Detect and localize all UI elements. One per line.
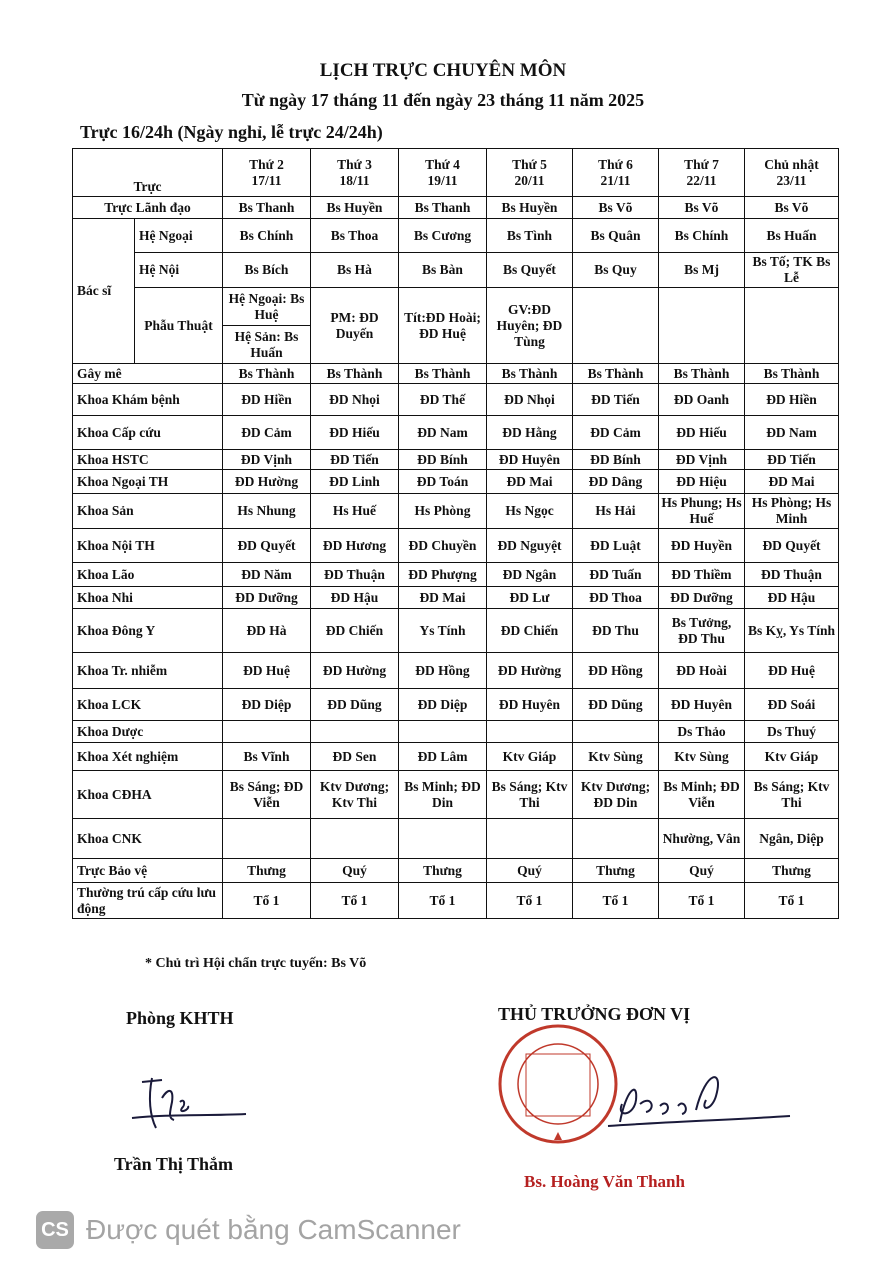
table-cell: ĐD Quyết — [745, 529, 839, 563]
table-cell: Tít:ĐD Hoài; ĐD Huệ — [399, 288, 487, 364]
table-cell: Hs Phung; Hs Huế — [659, 494, 745, 529]
row-label: Khoa Khám bệnh — [73, 384, 223, 416]
table-cell: ĐD Bính — [399, 450, 487, 470]
table-cell: ĐD Nam — [399, 416, 487, 450]
table-cell — [223, 819, 311, 859]
table-cell: ĐD Diệp — [399, 689, 487, 721]
table-cell — [311, 819, 399, 859]
table-cell: ĐD Hường — [487, 653, 573, 689]
row-label: Khoa HSTC — [73, 450, 223, 470]
sub-label: Hệ Nội — [135, 253, 223, 288]
table-cell: ĐD Luật — [573, 529, 659, 563]
table-cell — [659, 288, 745, 364]
document-title: LỊCH TRỰC CHUYÊN MÔN — [319, 60, 567, 81]
table-cell: ĐD Thoa — [573, 587, 659, 609]
table-row — [73, 771, 839, 819]
table-cell: Bs Vĩnh — [223, 743, 311, 771]
right-signature-icon — [596, 1060, 796, 1140]
sub-label: Hệ Ngoại — [135, 219, 223, 253]
table-cell: ĐD Hiệu — [659, 470, 745, 494]
row-label: Khoa LCK — [73, 689, 223, 721]
table-cell — [311, 721, 399, 743]
table-cell: Tổ 1 — [659, 883, 745, 919]
table-cell: ĐD Nhọi — [311, 384, 399, 416]
row-label: Gây mê — [73, 364, 223, 384]
row-label: Thường trú cấp cứu lưu động — [73, 883, 223, 919]
table-cell: ĐD Năm — [223, 563, 311, 587]
table-cell: ĐD Mai — [745, 470, 839, 494]
table-cell: Bs Võ — [745, 197, 839, 219]
table-cell: Hs Phòng; Hs Minh — [745, 494, 839, 529]
table-cell: Bs Thành — [745, 364, 839, 384]
table-cell: ĐD Vịnh — [659, 450, 745, 470]
table-cell: PM: ĐD Duyến — [311, 288, 399, 364]
table-cell: Tổ 1 — [399, 883, 487, 919]
day-header: Thứ 7 22/11 — [659, 149, 745, 197]
table-cell: Thưng — [573, 859, 659, 883]
table-cell: ĐD Mai — [487, 470, 573, 494]
table-cell: ĐD Hường — [223, 470, 311, 494]
row-label: Khoa Nội TH — [73, 529, 223, 563]
lead-row — [73, 197, 839, 219]
row-label: Khoa Nhi — [73, 587, 223, 609]
table-cell: ĐD Hiếu — [311, 416, 399, 450]
table-row — [73, 689, 839, 721]
table-row — [73, 819, 839, 859]
table-cell: Bs Quy — [573, 253, 659, 288]
left-signer-name: Trần Thị Thắm — [114, 1154, 234, 1174]
table-cell: Bs Mj — [659, 253, 745, 288]
table-cell: ĐD Dũng — [311, 689, 399, 721]
table-row — [73, 587, 839, 609]
table-cell: Bs Minh; ĐD Din — [399, 771, 487, 819]
right-signer-name: Bs. Hoàng Văn Thanh — [524, 1172, 685, 1191]
table-cell: Bs Thành — [659, 364, 745, 384]
table-cell: ĐD Lâm — [399, 743, 487, 771]
table-row — [73, 653, 839, 689]
table-cell: ĐD Thuận — [745, 563, 839, 587]
table-cell: Hs Huế — [311, 494, 399, 529]
table-cell: Bs Thanh — [223, 197, 311, 219]
table-cell — [745, 288, 839, 364]
table-cell: ĐD Soái — [745, 689, 839, 721]
phau-thuat-row-top — [73, 288, 839, 326]
table-cell: Hệ Ngoại: Bs Huệ — [223, 288, 311, 326]
table-cell: Quý — [487, 859, 573, 883]
table-cell: Bs Thành — [311, 364, 399, 384]
table-cell: Bs Chính — [659, 219, 745, 253]
table-cell: Bs Kỵ, Ys Tính — [745, 609, 839, 653]
table-cell: Ds Thảo — [659, 721, 745, 743]
table-cell: ĐD Ngân — [487, 563, 573, 587]
table-cell: Ktv Giáp — [745, 743, 839, 771]
day-header: Thứ 5 20/11 — [487, 149, 573, 197]
header-row — [73, 149, 839, 197]
table-cell: ĐD Hiếu — [659, 416, 745, 450]
table-row — [73, 883, 839, 919]
table-cell: Hs Ngọc — [487, 494, 573, 529]
table-cell — [487, 819, 573, 859]
table-cell: Ktv Giáp — [487, 743, 573, 771]
table-cell: Ktv Sùng — [573, 743, 659, 771]
camscanner-text: Được quét bằng CamScanner — [86, 1214, 461, 1245]
table-cell: ĐD Dâng — [573, 470, 659, 494]
row-label: Khoa CĐHA — [73, 771, 223, 819]
table-cell: ĐD Chuyền — [399, 529, 487, 563]
table-cell: Bs Huyền — [487, 197, 573, 219]
table-cell — [573, 721, 659, 743]
sub-label: Phẫu Thuật — [135, 288, 223, 364]
table-cell — [573, 819, 659, 859]
table-cell: Thưng — [745, 859, 839, 883]
table-cell: ĐD Cảm — [573, 416, 659, 450]
table-cell — [399, 819, 487, 859]
table-cell: ĐD Tiến — [311, 450, 399, 470]
table-cell: Bs Võ — [573, 197, 659, 219]
table-cell: ĐD Huyền — [659, 529, 745, 563]
duty-schedule-table — [72, 148, 839, 919]
table-cell: ĐD Thuận — [311, 563, 399, 587]
table-cell: Tổ 1 — [487, 883, 573, 919]
table-cell: Ktv Sùng — [659, 743, 745, 771]
table-row — [73, 529, 839, 563]
table-cell: Tổ 1 — [311, 883, 399, 919]
table-row — [73, 450, 839, 470]
table-cell: ĐD Chiến — [311, 609, 399, 653]
table-row — [73, 743, 839, 771]
table-cell: Bs Quân — [573, 219, 659, 253]
corner-cell: Trực — [73, 149, 223, 197]
table-cell: ĐD Huyên — [487, 689, 573, 721]
table-cell: ĐD Hằng — [487, 416, 573, 450]
left-signer-title: Phòng KHTH — [126, 1008, 234, 1028]
table-cell: Hs Hải — [573, 494, 659, 529]
table-cell: Bs Thành — [399, 364, 487, 384]
table-cell: Ktv Dương; ĐD Din — [573, 771, 659, 819]
day-header: Thứ 6 21/11 — [573, 149, 659, 197]
table-cell — [399, 721, 487, 743]
bacsi-label: Bác sĩ — [73, 219, 135, 364]
table-cell: Hs Nhung — [223, 494, 311, 529]
table-cell: ĐD Dũng — [573, 689, 659, 721]
table-cell: ĐD Thế — [399, 384, 487, 416]
document-period: Từ ngày 17 tháng 11 đến ngày 23 tháng 11 năm 2025 — [241, 90, 645, 110]
table-cell: GV:ĐD Huyên; ĐD Tùng — [487, 288, 573, 364]
table-cell: ĐD Hậu — [311, 587, 399, 609]
table-cell: Nhường, Vân — [659, 819, 745, 859]
table-cell: Bs Huyền — [311, 197, 399, 219]
table-cell: ĐD Dưỡng — [223, 587, 311, 609]
day-header: Thứ 2 17/11 — [223, 149, 311, 197]
schedule-subtitle: Trực 16/24h (Ngày nghỉ, lễ trực 24/24h) — [80, 122, 383, 142]
day-header: Chủ nhật 23/11 — [745, 149, 839, 197]
table-cell: Hs Phòng — [399, 494, 487, 529]
table-cell: ĐD Nguyệt — [487, 529, 573, 563]
table-row — [73, 721, 839, 743]
table-cell: ĐD Tuấn — [573, 563, 659, 587]
row-label: Khoa Xét nghiệm — [73, 743, 223, 771]
table-cell: Bs Sáng; Ktv Thi — [487, 771, 573, 819]
table-cell: Bs Thành — [223, 364, 311, 384]
table-cell: Ds Thuý — [745, 721, 839, 743]
table-row — [73, 609, 839, 653]
table-cell: ĐD Huệ — [223, 653, 311, 689]
table-cell: Quý — [659, 859, 745, 883]
table-cell: ĐD Tiến — [573, 384, 659, 416]
table-cell: ĐD Toán — [399, 470, 487, 494]
table-cell: Quý — [311, 859, 399, 883]
table-cell: ĐD Hương — [311, 529, 399, 563]
table-cell: Bs Thành — [573, 364, 659, 384]
table-cell: Bs Hà — [311, 253, 399, 288]
row-label: Khoa CNK — [73, 819, 223, 859]
table-cell — [223, 721, 311, 743]
table-cell: ĐD Phượng — [399, 563, 487, 587]
table-row — [73, 416, 839, 450]
table-row — [73, 470, 839, 494]
footnote: * Chủ trì Hội chẩn trực tuyến: Bs Võ — [145, 956, 367, 971]
table-cell: ĐD Vịnh — [223, 450, 311, 470]
table-row — [73, 859, 839, 883]
table-cell: Tổ 1 — [223, 883, 311, 919]
table-cell: Bs Huấn — [745, 219, 839, 253]
row-label: Khoa Dược — [73, 721, 223, 743]
table-cell: Tổ 1 — [745, 883, 839, 919]
row-label: Khoa Đông Y — [73, 609, 223, 653]
day-header: Thứ 3 18/11 — [311, 149, 399, 197]
row-label: Khoa Sản — [73, 494, 223, 529]
table-cell: ĐD Mai — [399, 587, 487, 609]
table-cell: ĐD Sen — [311, 743, 399, 771]
table-cell: Bs Thoa — [311, 219, 399, 253]
table-cell: ĐD Oanh — [659, 384, 745, 416]
table-cell: Bs Thành — [487, 364, 573, 384]
table-cell: ĐD Dưỡng — [659, 587, 745, 609]
table-cell: ĐD Bính — [573, 450, 659, 470]
table-cell: Thưng — [223, 859, 311, 883]
row-label: Trực Bảo vệ — [73, 859, 223, 883]
table-cell: Bs Minh; ĐD Viễn — [659, 771, 745, 819]
table-cell: Bs Sáng; Ktv Thi — [745, 771, 839, 819]
table-cell: Bs Bích — [223, 253, 311, 288]
table-cell: ĐD Tiến — [745, 450, 839, 470]
camscanner-logo-icon: CS — [36, 1211, 74, 1249]
table-cell: ĐD Hồng — [399, 653, 487, 689]
camscanner-watermark — [36, 1208, 461, 1252]
table-cell: Bs Bàn — [399, 253, 487, 288]
row-label: Khoa Tr. nhiễm — [73, 653, 223, 689]
table-cell: Ktv Dương; Ktv Thi — [311, 771, 399, 819]
table-cell: ĐD Huệ — [745, 653, 839, 689]
table-cell: ĐD Hậu — [745, 587, 839, 609]
table-cell: ĐD Hiền — [745, 384, 839, 416]
row-label: Khoa Ngoại TH — [73, 470, 223, 494]
table-cell — [487, 721, 573, 743]
table-cell: ĐD Hiền — [223, 384, 311, 416]
table-cell: Thưng — [399, 859, 487, 883]
table-cell: ĐD Hoài — [659, 653, 745, 689]
table-cell: ĐD Chiến — [487, 609, 573, 653]
table-cell: Bs Cương — [399, 219, 487, 253]
table-cell: ĐD Cảm — [223, 416, 311, 450]
table-cell: Tổ 1 — [573, 883, 659, 919]
table-row — [73, 563, 839, 587]
table-cell: Bs Quyết — [487, 253, 573, 288]
table-cell: Bs Võ — [659, 197, 745, 219]
table-row — [73, 384, 839, 416]
table-cell: ĐD Hà — [223, 609, 311, 653]
table-cell: ĐD Nhọi — [487, 384, 573, 416]
table-cell: ĐD Hồng — [573, 653, 659, 689]
table-cell: Bs Tưởng, ĐD Thu — [659, 609, 745, 653]
table-cell: Bs Chính — [223, 219, 311, 253]
day-header: Thứ 4 19/11 — [399, 149, 487, 197]
table-cell: ĐD Thu — [573, 609, 659, 653]
table-cell: ĐD Huyên — [659, 689, 745, 721]
row-label: Trực Lãnh đạo — [73, 197, 223, 219]
table-cell: ĐD Linh — [311, 470, 399, 494]
table-cell: ĐD Quyết — [223, 529, 311, 563]
table-cell: ĐD Diệp — [223, 689, 311, 721]
bacsi-ngoai-row — [73, 219, 839, 253]
table-cell: Bs Sáng; ĐD Viễn — [223, 771, 311, 819]
table-row — [73, 494, 839, 529]
table-cell: ĐD Nam — [745, 416, 839, 450]
table-cell: Bs Tình — [487, 219, 573, 253]
table-row — [73, 364, 839, 384]
table-cell — [573, 288, 659, 364]
table-cell: Hệ Sản: Bs Huấn — [223, 326, 311, 364]
table-cell: ĐD Hường — [311, 653, 399, 689]
table-cell: ĐD Thiềm — [659, 563, 745, 587]
table-cell: Bs Tố; TK Bs Lễ — [745, 253, 839, 288]
table-cell: Ngân, Diệp — [745, 819, 839, 859]
row-label: Khoa Cấp cứu — [73, 416, 223, 450]
table-cell: ĐD Huyên — [487, 450, 573, 470]
table-cell: ĐD Lư — [487, 587, 573, 609]
left-signature-icon — [128, 1058, 258, 1138]
bacsi-noi-row — [73, 253, 839, 288]
table-cell: Ys Tính — [399, 609, 487, 653]
right-signer-title: THỦ TRƯỞNG ĐƠN VỊ — [498, 1004, 691, 1024]
table-cell: Bs Thanh — [399, 197, 487, 219]
row-label: Khoa Lão — [73, 563, 223, 587]
